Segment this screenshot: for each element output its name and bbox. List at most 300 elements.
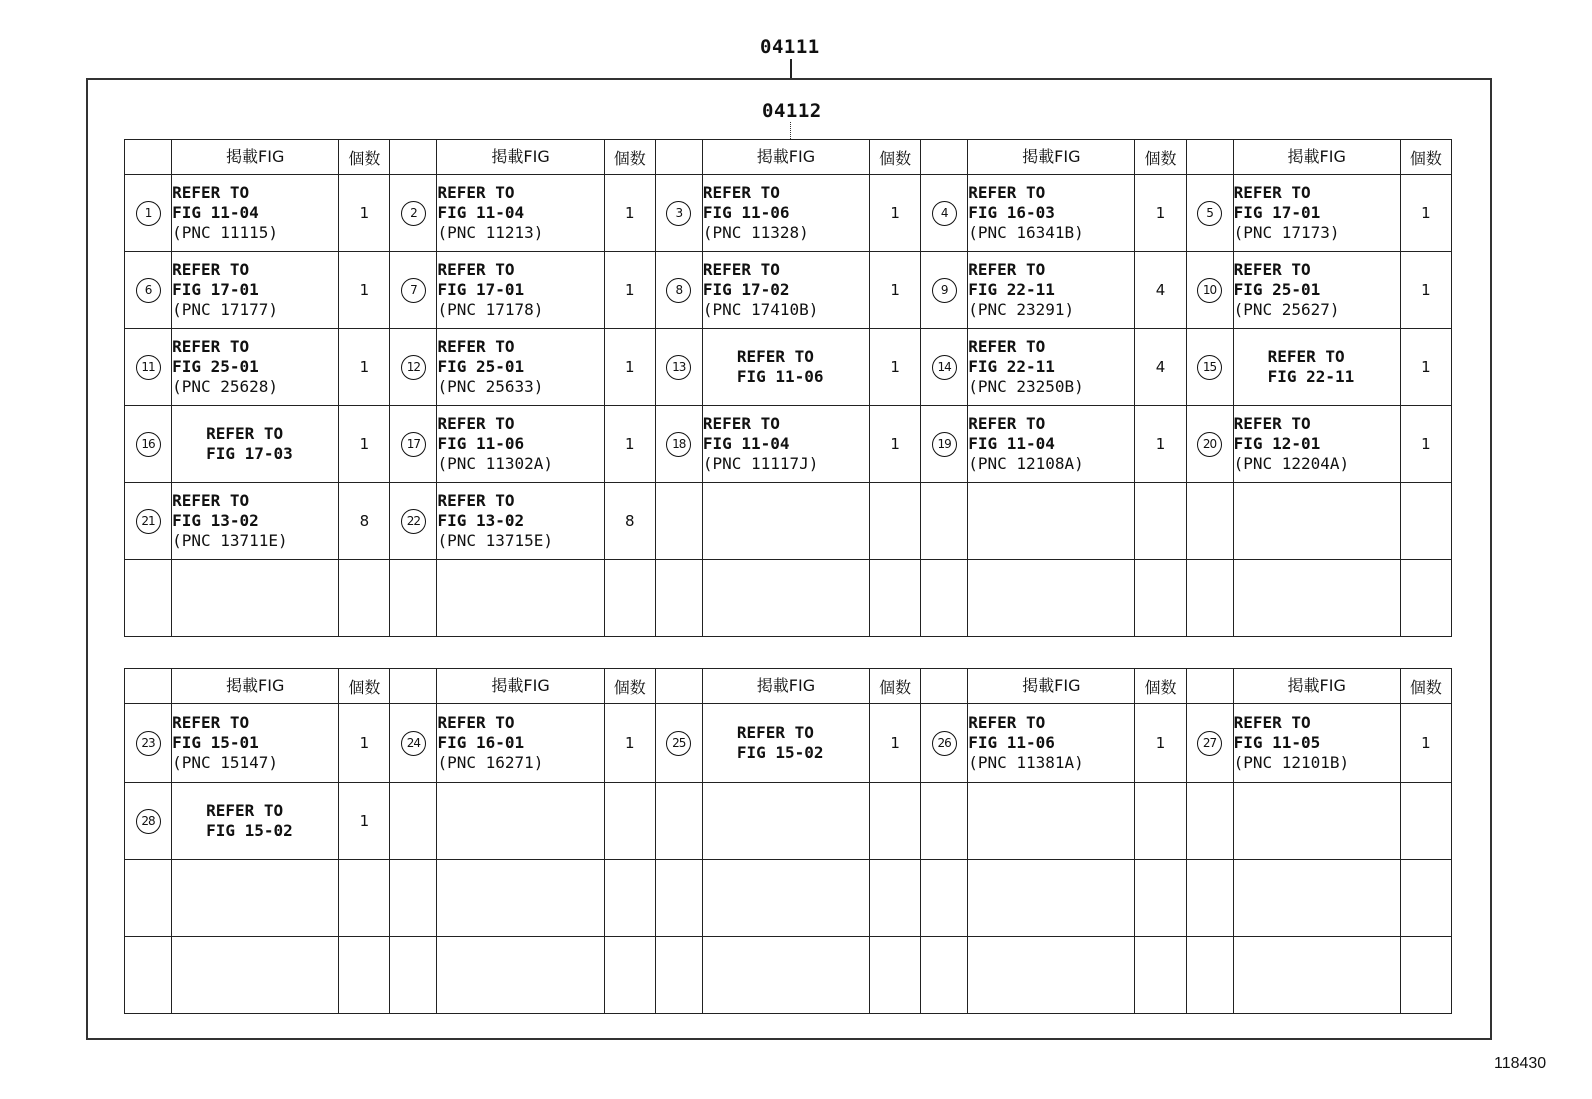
figure-number: FIG 16-01 xyxy=(437,733,525,752)
refer-to-text: REFER TO xyxy=(437,337,515,356)
header-num-cell xyxy=(1186,669,1233,704)
figure-reference-cell xyxy=(968,406,1135,483)
refer-to-text: REFER TO xyxy=(1233,183,1311,202)
item-number-cell xyxy=(1186,252,1233,329)
figure-reference-cell xyxy=(968,252,1135,329)
item-number-badge: 7 xyxy=(401,278,426,303)
figure-reference-cell xyxy=(1233,406,1400,483)
item-number-cell xyxy=(125,252,172,329)
pnc-number: (PNC 23291) xyxy=(968,300,1075,319)
quantity-cell: 1 xyxy=(604,406,655,483)
quantity-cell: 1 xyxy=(1400,406,1451,483)
header-num-cell xyxy=(655,140,702,175)
quantity-cell: 1 xyxy=(604,175,655,252)
item-number-cell xyxy=(1186,406,1233,483)
quantity-cell: 1 xyxy=(339,783,390,860)
item-number-badge: 21 xyxy=(136,509,161,534)
item-number-cell xyxy=(655,937,702,1014)
refer-to-text: REFER TO xyxy=(437,713,515,732)
quantity-cell: 1 xyxy=(870,704,921,783)
item-number-badge: 12 xyxy=(401,355,426,380)
item-number-cell xyxy=(921,783,968,860)
table-row xyxy=(125,860,1452,937)
figure-number: FIG 11-06 xyxy=(968,733,1055,752)
figure-number: FIG 17-03 xyxy=(206,444,293,463)
figure-reference-cell xyxy=(1233,252,1400,329)
header-qty-label: 個数 xyxy=(1400,140,1451,175)
item-number-cell xyxy=(390,483,437,560)
item-number-cell xyxy=(125,329,172,406)
header-num-cell xyxy=(1186,140,1233,175)
refer-to-text: REFER TO xyxy=(1233,260,1311,279)
refer-to-text: REFER TO xyxy=(172,183,250,202)
figure-number: FIG 11-04 xyxy=(437,203,525,222)
quantity-cell xyxy=(1400,860,1451,937)
header-qty-label: 個数 xyxy=(604,669,655,704)
header-num-cell xyxy=(390,669,437,704)
item-number-cell xyxy=(921,175,968,252)
figure-reference-cell xyxy=(968,329,1135,406)
refer-to-text: REFER TO xyxy=(1267,347,1345,366)
item-number-cell xyxy=(1186,175,1233,252)
quantity-cell: 4 xyxy=(1135,329,1186,406)
refer-to-text: REFER TO xyxy=(702,183,780,202)
quantity-cell: 8 xyxy=(604,483,655,560)
figure-reference-cell xyxy=(702,937,869,1014)
item-number-cell xyxy=(921,704,968,783)
figure-reference-cell xyxy=(437,252,604,329)
quantity-cell xyxy=(1400,783,1451,860)
refer-to-text: REFER TO xyxy=(437,414,515,433)
pnc-number: (PNC 12204A) xyxy=(1233,454,1350,473)
figure-reference-cell xyxy=(968,704,1135,783)
refer-to-text: REFER TO xyxy=(736,723,814,742)
header-num-cell xyxy=(921,669,968,704)
item-number-cell xyxy=(390,860,437,937)
quantity-cell: 1 xyxy=(339,252,390,329)
item-number-cell xyxy=(1186,704,1233,783)
item-number-cell xyxy=(390,937,437,1014)
figure-number: FIG 11-04 xyxy=(172,203,259,222)
item-number-cell xyxy=(1186,483,1233,560)
quantity-cell: 1 xyxy=(870,329,921,406)
item-number-cell xyxy=(1186,560,1233,637)
pnc-number: (PNC 17178) xyxy=(437,300,544,319)
refer-to-text: REFER TO xyxy=(437,491,515,510)
quantity-cell: 1 xyxy=(1400,175,1451,252)
item-number-badge: 23 xyxy=(136,731,161,756)
assembly-label-04112: 04112 xyxy=(762,100,822,122)
quantity-cell: 1 xyxy=(870,406,921,483)
figure-reference-cell xyxy=(172,252,339,329)
pnc-number: (PNC 11213) xyxy=(437,223,544,242)
quantity-cell xyxy=(339,860,390,937)
table-row xyxy=(125,175,1452,252)
figure-number: FIG 11-04 xyxy=(968,434,1055,453)
quantity-cell: 1 xyxy=(1400,329,1451,406)
item-number-badge: 25 xyxy=(666,731,691,756)
quantity-cell: 4 xyxy=(1135,252,1186,329)
quantity-cell xyxy=(604,860,655,937)
item-number-cell xyxy=(921,560,968,637)
header-num-cell xyxy=(125,140,172,175)
item-number-badge: 11 xyxy=(136,355,161,380)
refer-to-text: REFER TO xyxy=(968,337,1046,356)
item-number-cell xyxy=(390,783,437,860)
figure-reference-cell xyxy=(702,783,869,860)
header-fig-label: 掲載FIG xyxy=(702,140,869,175)
item-number-cell xyxy=(125,175,172,252)
table-row xyxy=(125,252,1452,329)
figure-reference-cell xyxy=(437,783,604,860)
quantity-cell: 1 xyxy=(604,704,655,783)
header-fig-label: 掲載FIG xyxy=(172,669,339,704)
figure-reference-cell xyxy=(1233,937,1400,1014)
item-number-badge: 27 xyxy=(1197,731,1222,756)
figure-reference-cell xyxy=(702,483,869,560)
reference-table-lower xyxy=(124,668,1452,1014)
item-number-cell xyxy=(655,783,702,860)
figure-number: FIG 17-02 xyxy=(702,280,790,299)
quantity-cell xyxy=(1135,783,1186,860)
header-num-cell xyxy=(921,140,968,175)
header-fig-label: 掲載FIG xyxy=(968,669,1135,704)
figure-number: FIG 22-11 xyxy=(968,280,1055,299)
item-number-cell xyxy=(125,560,172,637)
quantity-cell xyxy=(1400,560,1451,637)
figure-number: FIG 15-02 xyxy=(736,743,824,762)
figure-reference-cell xyxy=(968,937,1135,1014)
figure-reference-cell xyxy=(172,783,339,860)
figure-number: FIG 25-01 xyxy=(1233,280,1321,299)
item-number-cell xyxy=(125,704,172,783)
figure-reference-cell xyxy=(702,560,869,637)
figure-reference-cell xyxy=(172,175,339,252)
quantity-cell: 1 xyxy=(339,175,390,252)
item-number-badge: 26 xyxy=(932,731,957,756)
refer-to-text: REFER TO xyxy=(702,260,780,279)
item-number-cell xyxy=(655,175,702,252)
figure-reference-cell xyxy=(1233,175,1400,252)
pnc-number: (PNC 11117J) xyxy=(702,454,819,473)
item-number-badge: 8 xyxy=(666,278,691,303)
pnc-number: (PNC 16271) xyxy=(437,753,544,772)
item-number-cell xyxy=(125,860,172,937)
table-row xyxy=(125,560,1452,637)
quantity-cell: 1 xyxy=(1400,704,1451,783)
figure-reference-cell xyxy=(702,329,869,406)
item-number-cell xyxy=(390,704,437,783)
pnc-number: (PNC 17173) xyxy=(1233,223,1340,242)
refer-to-text: REFER TO xyxy=(702,414,780,433)
pnc-number: (PNC 12108A) xyxy=(968,454,1084,473)
quantity-cell xyxy=(870,937,921,1014)
item-number-cell xyxy=(655,329,702,406)
pnc-number: (PNC 25633) xyxy=(437,377,544,396)
item-number-badge: 3 xyxy=(666,201,691,226)
item-number-cell xyxy=(390,175,437,252)
item-number-cell xyxy=(390,560,437,637)
figure-reference-cell xyxy=(968,783,1135,860)
item-number-badge: 2 xyxy=(401,201,426,226)
pnc-number: (PNC 12101B) xyxy=(1233,753,1350,772)
figure-number: FIG 17-01 xyxy=(172,280,259,299)
quantity-cell xyxy=(1135,560,1186,637)
figure-number: FIG 13-02 xyxy=(172,511,259,530)
quantity-cell xyxy=(870,860,921,937)
item-number-cell xyxy=(125,937,172,1014)
header-qty-label: 個数 xyxy=(1135,669,1186,704)
header-qty-label: 個数 xyxy=(339,669,390,704)
pnc-number: (PNC 11328) xyxy=(702,223,809,242)
item-number-badge: 13 xyxy=(666,355,691,380)
refer-to-text: REFER TO xyxy=(172,260,250,279)
quantity-cell: 1 xyxy=(339,704,390,783)
figure-reference-cell xyxy=(172,704,339,783)
figure-reference-cell xyxy=(968,860,1135,937)
table-row xyxy=(125,483,1452,560)
quantity-cell xyxy=(870,783,921,860)
header-row xyxy=(125,140,1452,175)
item-number-cell xyxy=(921,860,968,937)
quantity-cell xyxy=(604,937,655,1014)
pnc-number: (PNC 17410B) xyxy=(702,300,819,319)
pnc-number: (PNC 23250B) xyxy=(968,377,1084,396)
refer-to-text: REFER TO xyxy=(206,424,284,443)
refer-to-text: REFER TO xyxy=(206,801,284,820)
item-number-cell xyxy=(655,704,702,783)
item-number-cell xyxy=(1186,860,1233,937)
pnc-number: (PNC 25628) xyxy=(172,377,279,396)
quantity-cell xyxy=(339,937,390,1014)
pnc-number: (PNC 13711E) xyxy=(172,531,288,550)
pnc-number: (PNC 13715E) xyxy=(437,531,554,550)
reference-table-upper xyxy=(124,139,1452,637)
header-fig-label: 掲載FIG xyxy=(437,669,604,704)
quantity-cell: 1 xyxy=(1135,406,1186,483)
item-number-cell xyxy=(655,860,702,937)
figure-number: FIG 11-06 xyxy=(437,434,525,453)
header-fig-label: 掲載FIG xyxy=(702,669,869,704)
item-number-cell xyxy=(921,937,968,1014)
illustration-id: 118430 xyxy=(1494,1055,1547,1072)
quantity-cell: 8 xyxy=(339,483,390,560)
figure-reference-cell xyxy=(702,175,869,252)
header-qty-label: 個数 xyxy=(870,669,921,704)
figure-number: FIG 11-04 xyxy=(702,434,790,453)
item-number-cell xyxy=(125,483,172,560)
item-number-cell xyxy=(390,252,437,329)
figure-reference-cell xyxy=(437,329,604,406)
item-number-badge: 14 xyxy=(932,355,957,380)
header-num-cell xyxy=(390,140,437,175)
item-number-cell xyxy=(921,483,968,560)
figure-reference-cell xyxy=(702,406,869,483)
header-num-cell xyxy=(125,669,172,704)
quantity-cell xyxy=(339,560,390,637)
figure-reference-cell xyxy=(1233,704,1400,783)
quantity-cell: 1 xyxy=(339,329,390,406)
item-number-cell xyxy=(390,406,437,483)
item-number-badge: 6 xyxy=(136,278,161,303)
header-row xyxy=(125,669,1452,704)
refer-to-text: REFER TO xyxy=(172,491,250,510)
figure-reference-cell xyxy=(437,704,604,783)
figure-reference-cell xyxy=(1233,329,1400,406)
header-qty-label: 個数 xyxy=(1135,140,1186,175)
quantity-cell xyxy=(604,560,655,637)
item-number-badge: 9 xyxy=(932,278,957,303)
quantity-cell xyxy=(604,783,655,860)
header-qty-label: 個数 xyxy=(339,140,390,175)
figure-reference-cell xyxy=(968,560,1135,637)
figure-number: FIG 11-06 xyxy=(736,367,824,386)
figure-reference-cell xyxy=(172,860,339,937)
quantity-cell xyxy=(870,560,921,637)
refer-to-text: REFER TO xyxy=(1233,414,1311,433)
figure-reference-cell xyxy=(172,483,339,560)
refer-to-text: REFER TO xyxy=(968,713,1046,732)
figure-reference-cell xyxy=(702,704,869,783)
refer-to-text: REFER TO xyxy=(172,337,250,356)
item-number-badge: 22 xyxy=(401,509,426,534)
item-number-badge: 17 xyxy=(401,432,426,457)
header-qty-label: 個数 xyxy=(1400,669,1451,704)
refer-to-text: REFER TO xyxy=(968,183,1046,202)
figure-reference-cell xyxy=(437,560,604,637)
item-number-cell xyxy=(125,783,172,860)
figure-reference-cell xyxy=(437,483,604,560)
figure-reference-cell xyxy=(437,937,604,1014)
header-num-cell xyxy=(655,669,702,704)
figure-number: FIG 25-01 xyxy=(172,357,259,376)
item-number-cell xyxy=(1186,937,1233,1014)
table-row xyxy=(125,406,1452,483)
figure-number: FIG 17-01 xyxy=(437,280,525,299)
figure-reference-cell xyxy=(968,175,1135,252)
header-fig-label: 掲載FIG xyxy=(437,140,604,175)
item-number-badge: 16 xyxy=(136,432,161,457)
figure-reference-cell xyxy=(1233,560,1400,637)
figure-reference-cell xyxy=(1233,783,1400,860)
item-number-cell xyxy=(921,406,968,483)
leader-line-outer xyxy=(790,59,792,79)
figure-number: FIG 15-01 xyxy=(172,733,259,752)
table-row xyxy=(125,329,1452,406)
figure-reference-cell xyxy=(702,252,869,329)
item-number-cell xyxy=(921,329,968,406)
figure-reference-cell xyxy=(437,406,604,483)
quantity-cell: 1 xyxy=(870,175,921,252)
item-number-badge: 18 xyxy=(666,432,691,457)
figure-reference-cell xyxy=(1233,860,1400,937)
item-number-cell xyxy=(655,560,702,637)
quantity-cell xyxy=(1400,483,1451,560)
quantity-cell: 1 xyxy=(1400,252,1451,329)
table-row xyxy=(125,783,1452,860)
item-number-badge: 10 xyxy=(1197,278,1222,303)
refer-to-text: REFER TO xyxy=(437,183,515,202)
refer-to-text: REFER TO xyxy=(437,260,515,279)
assembly-label-04111: 04111 xyxy=(760,36,820,58)
item-number-cell xyxy=(1186,329,1233,406)
pnc-number: (PNC 16341B) xyxy=(968,223,1084,242)
refer-to-text: REFER TO xyxy=(172,713,250,732)
item-number-badge: 28 xyxy=(136,809,161,834)
figure-number: FIG 15-02 xyxy=(206,821,293,840)
quantity-cell xyxy=(1400,937,1451,1014)
header-fig-label: 掲載FIG xyxy=(172,140,339,175)
figure-number: FIG 16-03 xyxy=(968,203,1055,222)
header-qty-label: 個数 xyxy=(604,140,655,175)
figure-number: FIG 25-01 xyxy=(437,357,525,376)
refer-to-text: REFER TO xyxy=(968,414,1046,433)
figure-reference-cell xyxy=(1233,483,1400,560)
figure-number: FIG 12-01 xyxy=(1233,434,1321,453)
pnc-number: (PNC 11302A) xyxy=(437,454,554,473)
item-number-badge: 5 xyxy=(1197,201,1222,226)
figure-number: FIG 22-11 xyxy=(1267,367,1355,386)
pnc-number: (PNC 11115) xyxy=(172,223,279,242)
item-number-badge: 24 xyxy=(401,731,426,756)
figure-reference-cell xyxy=(437,860,604,937)
item-number-cell xyxy=(655,483,702,560)
item-number-cell xyxy=(655,406,702,483)
item-number-cell xyxy=(655,252,702,329)
item-number-cell xyxy=(1186,783,1233,860)
figure-reference-cell xyxy=(172,937,339,1014)
quantity-cell: 1 xyxy=(1135,175,1186,252)
figure-number: FIG 11-06 xyxy=(702,203,790,222)
refer-to-text: REFER TO xyxy=(968,260,1046,279)
quantity-cell xyxy=(1135,860,1186,937)
quantity-cell xyxy=(1135,483,1186,560)
header-qty-label: 個数 xyxy=(870,140,921,175)
pnc-number: (PNC 25627) xyxy=(1233,300,1340,319)
figure-reference-cell xyxy=(437,175,604,252)
figure-number: FIG 11-05 xyxy=(1233,733,1321,752)
quantity-cell: 1 xyxy=(1135,704,1186,783)
quantity-cell: 1 xyxy=(604,329,655,406)
item-number-badge: 4 xyxy=(932,201,957,226)
header-fig-label: 掲載FIG xyxy=(1233,140,1400,175)
header-fig-label: 掲載FIG xyxy=(968,140,1135,175)
pnc-number: (PNC 17177) xyxy=(172,300,279,319)
item-number-cell xyxy=(921,252,968,329)
pnc-number: (PNC 15147) xyxy=(172,753,279,772)
pnc-number: (PNC 11381A) xyxy=(968,753,1084,772)
item-number-cell xyxy=(390,329,437,406)
quantity-cell xyxy=(870,483,921,560)
leader-line-inner xyxy=(790,122,791,139)
item-number-badge: 1 xyxy=(136,201,161,226)
refer-to-text: REFER TO xyxy=(1233,713,1311,732)
figure-reference-cell xyxy=(702,860,869,937)
header-fig-label: 掲載FIG xyxy=(1233,669,1400,704)
figure-reference-cell xyxy=(172,329,339,406)
figure-number: FIG 17-01 xyxy=(1233,203,1321,222)
quantity-cell: 1 xyxy=(870,252,921,329)
item-number-badge: 20 xyxy=(1197,432,1222,457)
figure-number: FIG 13-02 xyxy=(437,511,525,530)
table-row xyxy=(125,704,1452,783)
quantity-cell: 1 xyxy=(339,406,390,483)
figure-number: FIG 22-11 xyxy=(968,357,1055,376)
figure-reference-cell xyxy=(172,406,339,483)
figure-reference-cell xyxy=(968,483,1135,560)
item-number-badge: 15 xyxy=(1197,355,1222,380)
figure-reference-cell xyxy=(172,560,339,637)
